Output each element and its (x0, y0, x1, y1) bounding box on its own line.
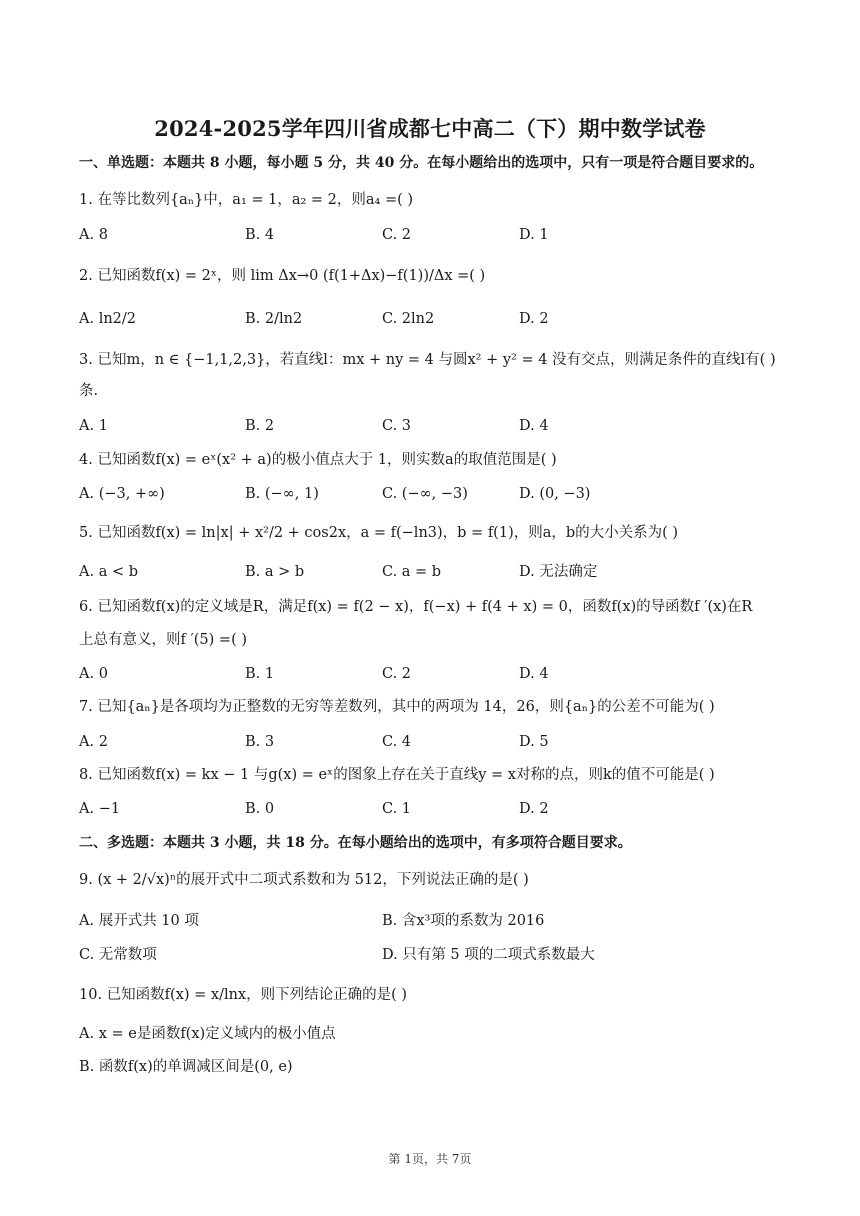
question-2-option-b: B. 2/ln2 (245, 311, 303, 327)
question-3-option-d: D. 4 (519, 418, 549, 434)
question-8-option-b: B. 0 (245, 801, 275, 817)
question-3-option-b: B. 2 (245, 418, 275, 434)
question-6-stem: 6. 已知函数f(x)的定义域是R，满足f(x) = f(2 − x)，f(−x) + f(4 + x) = 0，函数f(x)的导函数f ′(x)在R (79, 599, 753, 615)
question-9-stem: 9. (x + 2/√x)ⁿ的展开式中二项式系数和为 512，下列说法正确的是( ) (79, 872, 529, 888)
question-9-option-a: A. 展开式共 10 项 (79, 913, 199, 929)
question-3-stem-continued: 条. (79, 383, 99, 399)
question-4-option-a: A. (−3, +∞) (79, 486, 165, 502)
question-4-option-c: C. (−∞, −3) (382, 486, 468, 502)
question-4-option-b: B. (−∞, 1) (245, 486, 319, 502)
question-7-stem: 7. 已知{aₙ}是各项均为正整数的无穷等差数列，其中的两项为 14，26，则{aₙ}的公差不可能为( ) (79, 699, 715, 715)
question-5-option-b: B. a > b (245, 564, 305, 580)
question-7-option-d: D. 5 (519, 734, 549, 750)
question-2-stem: 2. 已知函数f(x) = 2ˣ，则 lim Δx→0 (f(1+Δx)−f(1))/Δx =( ) (79, 268, 486, 284)
question-1-option-c: C. 2 (382, 227, 412, 243)
question-8-option-d: D. 2 (519, 801, 549, 817)
question-9-option-c: C. 无常数项 (79, 947, 157, 963)
question-10-stem: 10. 已知函数f(x) = x/lnx，则下列结论正确的是( ) (79, 987, 408, 1003)
question-10-option-a: A. x = e是函数f(x)定义域内的极小值点 (79, 1026, 336, 1042)
question-1-option-a: A. 8 (79, 227, 108, 243)
question-9-option-d: D. 只有第 5 项的二项式系数最大 (382, 947, 595, 963)
question-9-option-b: B. 含x³项的系数为 2016 (382, 913, 545, 929)
question-2-option-a: A. ln2/2 (79, 311, 137, 327)
question-3-option-c: C. 3 (382, 418, 412, 434)
question-2-option-c: C. 2ln2 (382, 311, 435, 327)
question-2-option-d: D. 2 (519, 311, 549, 327)
question-5-option-a: A. a < b (79, 564, 138, 580)
question-7-option-c: C. 4 (382, 734, 412, 750)
question-4-option-d: D. (0, −3) (519, 486, 591, 502)
question-1-stem: 1. 在等比数列{aₙ}中，a₁ = 1，a₂ = 2，则a₄ =( ) (79, 192, 414, 208)
question-6-option-c: C. 2 (382, 666, 412, 682)
question-3-stem: 3. 已知m，n ∈ {−1,1,2,3}，若直线l：mx + ny = 4 与圆x² + y² = 4 没有交点，则满足条件的直线l有( ) (79, 352, 776, 368)
section-heading-multiple-choice: 二、多选题：本题共 3 小题，共 18 分。在每小题给出的选项中，有多项符合题目要求。 (79, 835, 632, 851)
question-8-option-a: A. −1 (79, 801, 121, 817)
question-6-option-b: B. 1 (245, 666, 275, 682)
question-6-option-d: D. 4 (519, 666, 549, 682)
question-1-option-d: D. 1 (519, 227, 549, 243)
question-5-stem: 5. 已知函数f(x) = ln|x| + x²/2 + cos2x，a = f(−ln3)，b = f(1)，则a，b的大小关系为( ) (79, 525, 679, 541)
question-6-stem-continued: 上总有意义，则f ′(5) =( ) (79, 632, 247, 648)
question-8-option-c: C. 1 (382, 801, 412, 817)
section-heading-single-choice: 一、单选题：本题共 8 小题，每小题 5 分，共 40 分。在每小题给出的选项中，只有一项是符合题目要求的。 (79, 155, 764, 171)
question-3-option-a: A. 1 (79, 418, 108, 434)
question-8-stem: 8. 已知函数f(x) = kx − 1 与g(x) = eˣ的图象上存在关于直线y = x对称的点，则k的值不可能是( ) (79, 767, 715, 783)
question-5-option-d: D. 无法确定 (519, 564, 598, 580)
question-1-option-b: B. 4 (245, 227, 275, 243)
page-footer: 第 1页，共 7页 (388, 1152, 472, 1166)
question-5-option-c: C. a = b (382, 564, 442, 580)
question-4-stem: 4. 已知函数f(x) = eˣ(x² + a)的极小值点大于 1，则实数a的取值范围是( ) (79, 452, 557, 468)
question-10-option-b: B. 函数f(x)的单调减区间是(0, e) (79, 1059, 293, 1075)
question-7-option-b: B. 3 (245, 734, 275, 750)
page-title: 2024-2025学年四川省成都七中高二（下）期中数学试卷 (154, 116, 706, 141)
question-6-option-a: A. 0 (79, 666, 108, 682)
question-7-option-a: A. 2 (79, 734, 108, 750)
